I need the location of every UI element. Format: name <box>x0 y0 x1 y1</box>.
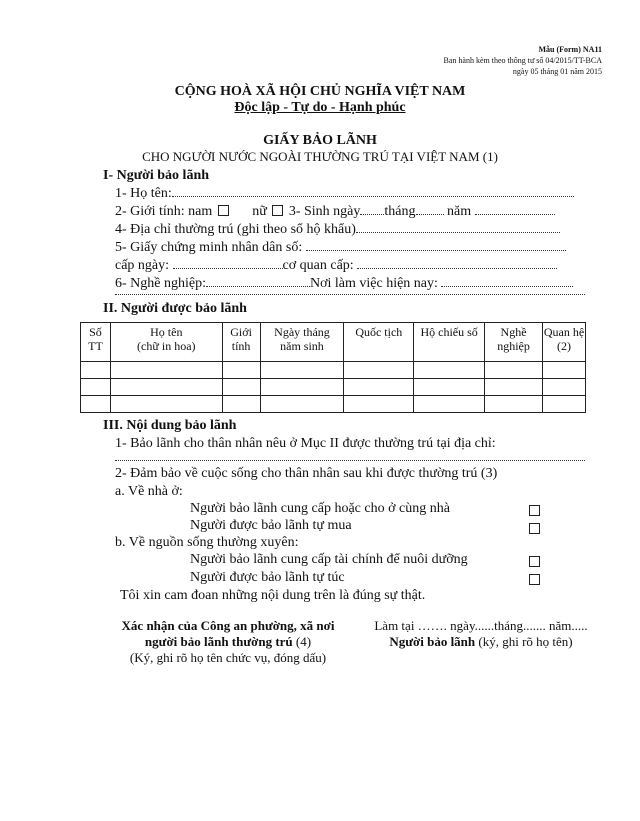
police-confirmation-line2: người bảo lãnh thường trú (4) <box>144 634 312 649</box>
living-guarantee-label: 2- Đảm bảo về cuộc sống cho thân nhân sau khi được thường trú (3) <box>115 466 498 481</box>
issued-date-label: cấp ngày: <box>115 258 170 273</box>
dob-label: 3- Sinh ngày <box>288 204 361 219</box>
housing-option-self: Người được bảo lãnh tự mua <box>190 518 352 533</box>
form-issued-date: ngày 05 tháng 01 năm 2015 <box>512 67 602 76</box>
table-row <box>81 396 586 413</box>
beneficiary-table <box>80 322 586 413</box>
place-date-line: Làm tại ……. ngày......tháng....... năm..... <box>374 618 588 633</box>
occupation-label: 6- Nghề nghiệp: <box>115 276 206 291</box>
guarantor-name-field[interactable] <box>172 186 574 197</box>
document-title: GIẤY BẢO LÃNH <box>263 133 377 148</box>
gender-label: 2- Giới tính: nam <box>115 204 213 219</box>
issued-by-label: cơ quan cấp: <box>282 258 354 273</box>
id-card-label: 5- Giấy chứng minh nhân dân số: <box>115 240 303 255</box>
occupation-field[interactable] <box>206 276 310 287</box>
income-option-self: Người được bảo lãnh tự túc <box>190 570 345 585</box>
national-motto: Độc lập - Tự do - Hạnh phúc <box>234 100 406 115</box>
residence-address-field[interactable] <box>115 460 585 461</box>
police-confirmation-line1: Xác nhận của Công an phường, xã nơi <box>121 618 335 633</box>
residence-address-label: 1- Bảo lãnh cho thân nhân nêu ở Mục II được thường trú tại địa chỉ: <box>115 436 496 451</box>
id-card-field[interactable] <box>306 240 566 251</box>
month-label: tháng <box>384 204 416 219</box>
guarantor-address-row <box>115 222 560 238</box>
col-header-dob: Ngày tháng năm sinh <box>260 323 344 362</box>
housing-provided-checkbox[interactable] <box>529 505 540 516</box>
col-header-no: Số TT <box>81 323 111 362</box>
workplace-label: Nơi làm việc hiện nay: <box>309 276 438 291</box>
form-issued-by: Ban hành kèm theo thông tư số 04/2015/TT-BCA <box>443 56 602 65</box>
workplace-field[interactable] <box>441 276 573 287</box>
table-header-row <box>81 323 586 362</box>
police-confirmation-note: (Ký, ghi rõ họ tên chức vụ, đóng dấu) <box>129 650 327 665</box>
col-header-nationality: Quốc tịch <box>344 323 414 362</box>
housing-option-provided: Người bảo lãnh cung cấp hoặc cho ở cùng nhà <box>190 501 450 516</box>
dob-month-field[interactable] <box>416 204 444 215</box>
national-title: CỘNG HOÀ XÃ HỘI CHỦ NGHĨA VIỆT NAM <box>174 84 466 99</box>
female-checkbox[interactable] <box>272 205 283 216</box>
section1-heading: I- Người bảo lãnh <box>103 168 210 183</box>
dob-day-field[interactable] <box>360 204 384 215</box>
form-code: Mẫu (Form) NA11 <box>538 45 602 54</box>
housing-label: a. Về nhà ở: <box>115 484 183 499</box>
housing-self-checkbox[interactable] <box>529 523 540 534</box>
income-provided-checkbox[interactable] <box>529 556 540 567</box>
guarantor-gender-row <box>115 204 555 220</box>
col-header-name: Họ tên (chữ in hoa) <box>110 323 222 362</box>
issued-by-field[interactable] <box>357 258 557 269</box>
table-row <box>81 379 586 396</box>
issued-date-field[interactable] <box>173 258 283 269</box>
address-label: 4- Địa chỉ thường trú (ghi theo sổ hộ khẩu) <box>115 222 356 237</box>
guarantor-work-row <box>115 276 573 292</box>
section2-heading: II. Người được bảo lãnh <box>103 301 247 316</box>
col-header-relationship: Quan hệ (2) <box>542 323 585 362</box>
guarantor-name-label: 1- Họ tên: <box>115 186 172 201</box>
pledge-text: Tôi xin cam đoan những nội dung trên là đúng sự thật. <box>120 588 426 603</box>
male-checkbox[interactable] <box>218 205 229 216</box>
female-label: nữ <box>252 204 267 219</box>
guarantor-id-issue-row <box>115 258 557 274</box>
guarantor-signature-label: Người bảo lãnh (ký, ghi rõ họ tên) <box>389 634 573 649</box>
income-self-checkbox[interactable] <box>529 574 540 585</box>
address-field[interactable] <box>356 222 560 233</box>
dob-year-field[interactable] <box>475 204 555 215</box>
section3-heading: III. Nội dung bảo lãnh <box>103 418 237 433</box>
income-option-provided: Người bảo lãnh cung cấp tài chính để nuôi dưỡng <box>190 552 468 567</box>
guarantor-id-row <box>115 240 566 256</box>
table-row <box>81 362 586 379</box>
workplace-continuation-line[interactable] <box>115 294 585 295</box>
document-subtitle: CHO NGƯỜI NƯỚC NGOÀI THƯỜNG TRÚ TẠI VIỆT NAM (1) <box>142 149 498 164</box>
col-header-occupation: Nghề nghiệp <box>485 323 543 362</box>
col-header-passport: Hộ chiếu số <box>414 323 485 362</box>
income-label: b. Về nguồn sống thường xuyên: <box>115 535 299 550</box>
col-header-gender: Giới tính <box>222 323 260 362</box>
guarantor-name-row <box>115 186 574 202</box>
year-label: năm <box>447 204 472 219</box>
